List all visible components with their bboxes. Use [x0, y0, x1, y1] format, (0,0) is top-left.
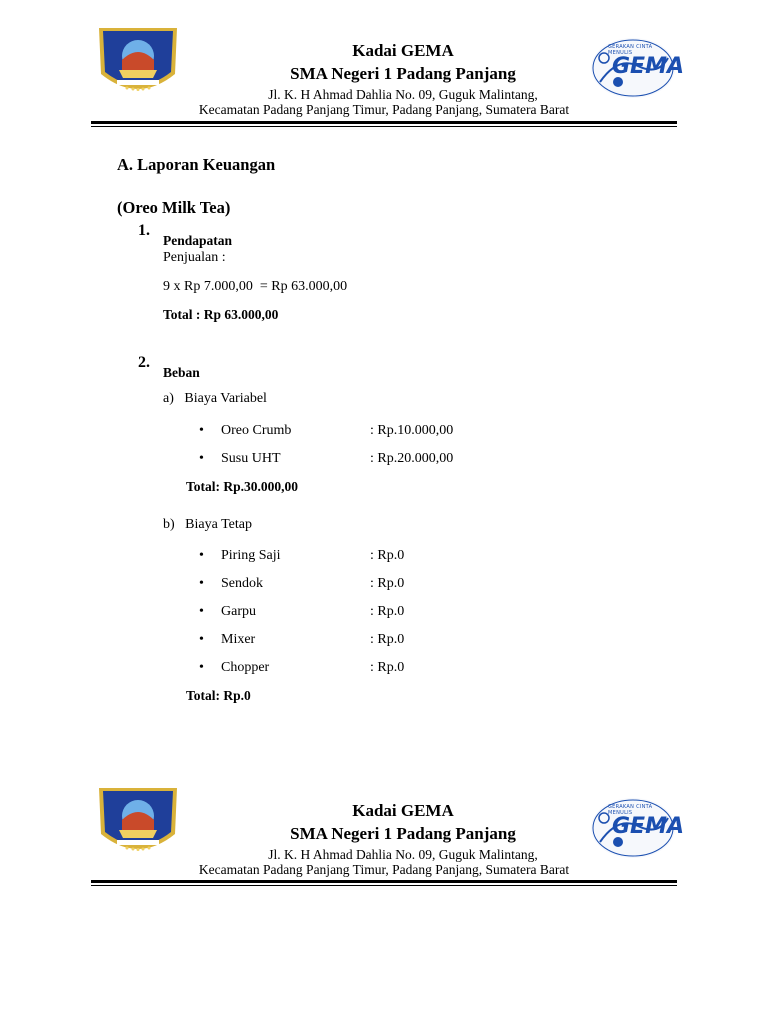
product-title: (Oreo Milk Tea)	[117, 198, 231, 217]
list-item-value: : Rp.0	[370, 548, 405, 563]
biaya-variabel-total: Total: Rp.30.000,00	[186, 479, 299, 494]
list-item-value: : Rp.0	[370, 604, 405, 619]
bullet-icon: •	[199, 604, 204, 619]
header-school: SMA Negeri 1 Padang Panjang	[290, 64, 516, 83]
gema-logo	[588, 36, 685, 100]
pendapatan-total: Total : Rp 63.000,00	[163, 307, 279, 322]
gema-logo-ring-text: GERAKAN CINTA MENULIS	[608, 44, 653, 56]
header-address-line2: Kecamatan Padang Panjang Timur, Padang Panjang, Sumatera Barat	[198, 862, 570, 877]
list-item: Piring Saji	[221, 548, 281, 563]
bullet-icon: •	[199, 660, 204, 675]
list-item: Oreo Crumb	[221, 423, 292, 438]
header-title: Kadai GEMA	[352, 801, 454, 820]
header-address-line1: Jl. K. H Ahmad Dahlia No. 09, Guguk Malintang,	[268, 87, 538, 102]
gema-logo-text: GEMA	[612, 814, 685, 839]
beban-heading: Beban	[163, 365, 200, 380]
biaya-variabel-label: a) Biaya Variabel	[163, 391, 267, 406]
bullet-icon: •	[199, 632, 204, 647]
header-address-line2: Kecamatan Padang Panjang Timur, Padang Panjang, Sumatera Barat	[198, 102, 570, 117]
gema-logo	[588, 796, 685, 860]
list-item-value: : Rp.0	[370, 576, 405, 591]
list-item-value: : Rp.0	[370, 632, 405, 647]
biaya-tetap-label: b) Biaya Tetap	[163, 517, 252, 532]
list-item: Chopper	[221, 660, 270, 675]
bullet-icon: •	[199, 576, 204, 591]
biaya-tetap-total: Total: Rp.0	[186, 688, 251, 703]
header-address-line1: Jl. K. H Ahmad Dahlia No. 09, Guguk Malintang,	[268, 847, 538, 862]
list-item-value: : Rp.20.000,00	[370, 451, 454, 466]
header-rule-thick	[91, 880, 677, 883]
list-item-value: : Rp.10.000,00	[370, 423, 454, 438]
header-rule-thin	[91, 885, 677, 886]
header-rule-thin	[91, 126, 677, 127]
list-item: Mixer	[221, 632, 256, 647]
bullet-icon: •	[199, 451, 204, 466]
gema-logo-text: GEMA	[612, 54, 685, 79]
list-item-value: : Rp.0	[370, 660, 405, 675]
list-item: Garpu	[221, 604, 256, 619]
letterhead-top	[0, 0, 768, 117]
section-title: A. Laporan Keuangan	[117, 155, 276, 174]
list-item: Susu UHT	[221, 451, 281, 466]
header-rule-thick	[91, 121, 677, 124]
header-school: SMA Negeri 1 Padang Panjang	[290, 824, 516, 843]
penjualan-label: Penjualan :	[163, 250, 226, 265]
letterhead-second-page	[0, 760, 768, 877]
bullet-icon: •	[199, 423, 204, 438]
list-item: Sendok	[221, 576, 263, 591]
pendapatan-heading: Pendapatan	[163, 233, 233, 248]
penjualan-calc: 9 x Rp 7.000,00 = Rp 63.000,00	[163, 279, 348, 294]
bullet-icon: •	[199, 548, 204, 563]
header-title: Kadai GEMA	[352, 41, 454, 60]
gema-logo-ring-text: GERAKAN CINTA MENULIS	[608, 804, 653, 816]
pendapatan-number: 1.	[138, 222, 150, 239]
beban-number: 2.	[138, 354, 150, 371]
